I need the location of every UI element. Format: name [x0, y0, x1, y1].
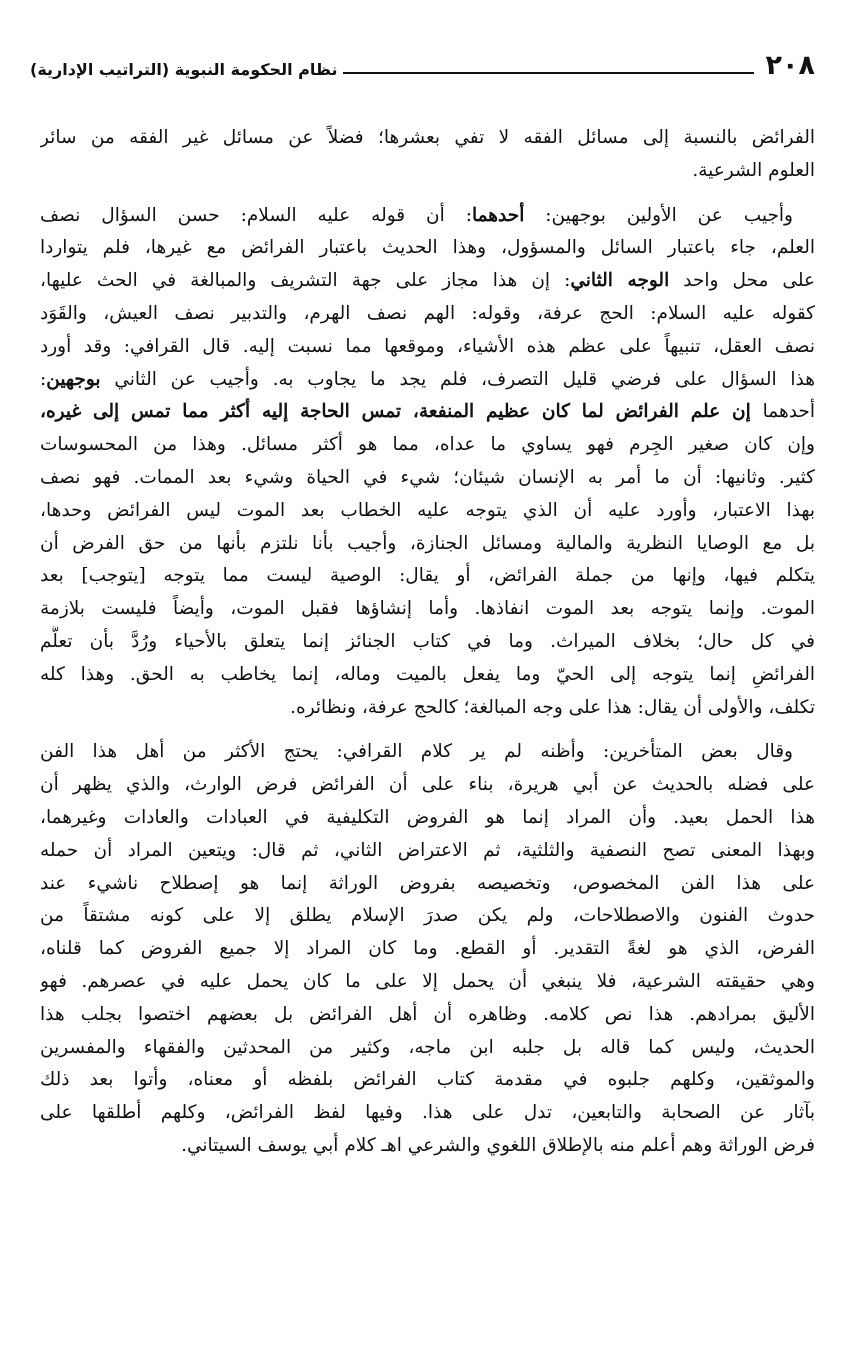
text-run: هذا الحمل بعيد. وأن المراد إنما هو الفروض التكليفية في العبادات والعادات وغيرهما، [40, 806, 815, 828]
paragraph-gap [40, 188, 815, 200]
text-line [40, 1032, 815, 1065]
paragraph [40, 736, 815, 1162]
bold-term: إن علم الفرائض لما كان عظيم المنفعة، تمس الحاجة إليه أكثر مما تمس إلى غيره، [40, 401, 763, 423]
text-run: أحدهما [762, 401, 815, 423]
text-run: وبهذا المعنى تصح النصفية والثلثية، ثم الاعتراض الثاني، ثم قال: ويتعين المراد أن حمله [40, 839, 815, 861]
text-run: في كل حال؛ بخلاف الميراث. وما في كتاب الجنائز إنما يتعلق بالأحياء ورُدَّ بأن تعلُّم [40, 630, 815, 652]
text-run: على فضله بالحديث عن أبي هريرة، بناء على أن الفرائض فرض الوارث، والذي يظهر أن [40, 774, 815, 796]
text-line [40, 298, 815, 331]
text-run: الأليق بمرادهم. هذا نص كلامه. وظاهره أن أهل الفرائض بل بعضهم اختصوا بجلب هذا [40, 1003, 815, 1025]
text-line [40, 265, 815, 298]
text-line [40, 692, 815, 725]
text-line [40, 659, 815, 692]
text-run: بل مع الوصايا النظرية والمالية ومسائل الجنازة، وأجيب بأنا نلتزم بأنها من حق الفرض أن [40, 532, 815, 554]
text-line [40, 769, 815, 802]
text-line [40, 200, 815, 233]
text-line [40, 462, 815, 495]
bold-term: أحدهما [471, 204, 525, 226]
text-run: هذا السؤال على فرضي قليل التصرف، فلم يجد ما يجاوب به. وأجيب عن الثاني [100, 368, 815, 390]
header-rule [343, 72, 753, 74]
text-run: الموت. وإنما يتوجه بعد الموت انفاذها. وأما إنشاؤها فقبل الموت، وأيضاً فليست بلازمة [40, 598, 815, 620]
text-line [40, 835, 815, 868]
text-run: يتكلم فيها، وإنها من جملة الفرائض، أو يقال: الوصية ليست مما يتوجه [يتوجب] بعد [40, 565, 815, 587]
paragraph-gap [40, 724, 815, 736]
text-run: الفرض، الذي هو لغةً التقدير. أو القطع. وما كان المراد إلا جميع الفروض كما قلناه، [40, 938, 815, 960]
text-run: الفرائضِ إنما يتوجه إلى الحيّ وما يفعل بالميت وماله، إنما يخاطب به الحق. وهذا كله [40, 663, 815, 685]
text-run: : إن هذا مجاز على جهة التشريف والمبالغة في الحث عليها، [40, 270, 571, 292]
paragraph [40, 122, 815, 188]
text-line [40, 1064, 815, 1097]
text-run: والموثقين، وكلهم جلبوه في مقدمة كتاب الفرائض بلفظه أو معناه، وأتوا بعد ذلك [40, 1069, 815, 1091]
text-line [40, 396, 815, 429]
text-line [40, 736, 815, 769]
bold-term: الوجه الثاني [570, 270, 670, 292]
text-run: وأجيب عن الأولين بوجهين: [524, 204, 793, 226]
text-line [40, 495, 815, 528]
text-line [40, 933, 815, 966]
text-run: : [40, 368, 47, 390]
text-line [40, 232, 815, 265]
text-line [40, 802, 815, 835]
text-line [40, 626, 815, 659]
text-run: كقوله عليه السلام: الحج عرفة، وقوله: الهم نصف الهرم، والتدبير نصف العيش، والقَوَد [40, 302, 815, 324]
text-line [40, 1097, 815, 1130]
page-number: ٢٠٨ [765, 50, 815, 81]
text-run: بهذا الاعتبار، وأورد عليه أن الذي يتوجه عليه الخطاب بعد الموت ليس الفرائض وحدها، [40, 499, 815, 521]
text-run: كثير. وثانيها: أن ما أمر به الإنسان شيئان؛ شيء في الحياة وشيء بعد الممات. فهو نصف [40, 466, 815, 488]
text-line [40, 1130, 815, 1163]
body-text [40, 122, 815, 1163]
page-header [30, 44, 815, 84]
paragraph [40, 200, 815, 725]
text-run: وإن كان صغير الجِرم فهو يساوي ما عداه، مما هو أكثر مسائل. وهذا من المحسوسات [40, 434, 815, 456]
text-line [40, 122, 815, 155]
running-title: نظام الحكومة النبوية (التراتيب الإدارية) [30, 60, 338, 79]
text-line [40, 593, 815, 626]
text-line [40, 560, 815, 593]
text-line [40, 155, 815, 188]
text-run: الفرائض بالنسبة إلى مسائل الفقه لا تفي بعشرها؛ فضلاً عن مسائل غير الفقه من سائر [40, 127, 815, 148]
text-line [40, 900, 815, 933]
text-line [40, 868, 815, 901]
text-run: تكلف، والأولى أن يقال: هذا على وجه المبالغة؛ كالحج عرفة، ونظائره. [290, 696, 815, 718]
text-run: وهي حقيقته الشرعية، فلا ينبغي أن يحمل إلا على ما كان يحمل عليه في عصرهم. فهو [40, 970, 815, 992]
text-run: حدوث الفنون والاصطلاحات، ولم يكن صدرَ الإسلام يطلق إلا على كونه مشتقاً من [40, 905, 815, 927]
bold-term: بوجهين [46, 368, 101, 390]
text-line [40, 331, 815, 364]
text-run: وقال بعض المتأخرين: وأظنه لم ير كلام القرافي: يحتج الأكثر من أهل هذا الفن [40, 741, 793, 763]
text-run: على هذا الفن المخصوص، وتخصيصه بفروض الوراثة إنما هو إصطلاح ناشيء عند [40, 872, 815, 894]
text-run: العلوم الشرعية. [692, 159, 815, 181]
text-line [40, 966, 815, 999]
text-line [40, 999, 815, 1032]
text-line [40, 429, 815, 462]
text-run: فرض الوراثة وهم أعلم منه بالإطلاق اللغوي والشرعي اهـ كلام أبي يوسف السيتاني. [181, 1134, 815, 1156]
text-run: بآثار عن الصحابة والتابعين، تدل على هذا. وفيها لفظ الفرائض، وكلهم أطلقها على [40, 1102, 815, 1124]
text-line [40, 528, 815, 561]
text-run: على محل واحد [669, 270, 815, 292]
text-run: نصف العقل، تنبيهاً على عظم هذه الأشياء، وموقعها مما نسبت إليه. قال القرافي: وقد أورد [40, 335, 815, 357]
text-line [40, 364, 815, 397]
text-run: العلم، جاء باعتبار السائل والمسؤول، وهذا الحديث باعتبار الفرائض مع غيرها، فلم يتواردا [40, 237, 815, 259]
text-run: : أن قوله عليه السلام: حسن السؤال نصف [40, 204, 472, 226]
text-run: الحديث، وليس كما قاله بل جلبه ابن ماجه، وكثير من المحدثين والفقهاء والمفسرين [40, 1036, 815, 1058]
